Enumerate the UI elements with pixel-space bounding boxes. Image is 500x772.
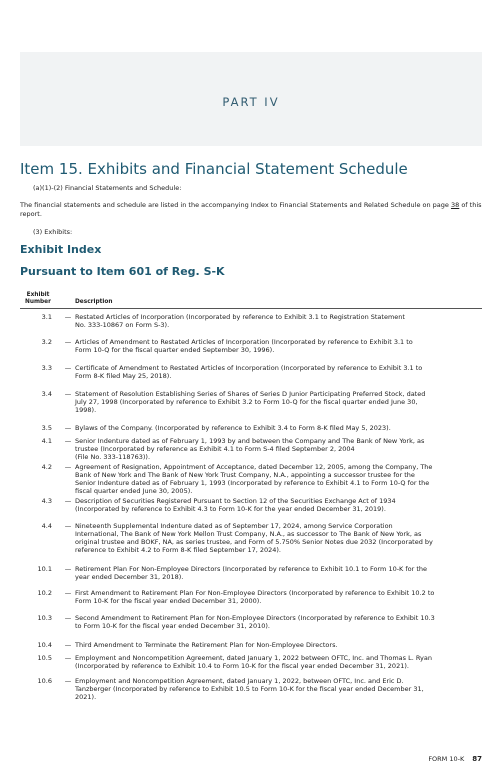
description-line: Form 8-K filed May 25, 2018). (75, 372, 172, 380)
description-line: Agreement of Resignation, Appointment of Acceptance, dated December 12, 2005, among the Company, The (75, 463, 433, 471)
footer-page-number: 87 (472, 755, 482, 763)
description-line: Statement of Resolution Establishing Series of Shares of Series D Junior Participating Preferred Stock, dated (75, 390, 426, 398)
exhibit-number: 10.3 (37, 614, 52, 622)
financial-statements-paragraph (20, 201, 482, 219)
row-dash: — (64, 437, 72, 445)
exhibit-number: 3.1 (41, 313, 52, 321)
exhibit-description (75, 463, 480, 495)
exhibit-description (75, 614, 480, 630)
exhibit-description (75, 497, 480, 513)
description-line: 1998). (75, 406, 97, 414)
row-dash: — (64, 497, 72, 505)
row-dash: — (64, 641, 72, 649)
exhibit-number: 10.4 (37, 641, 52, 649)
row-dash: — (64, 338, 72, 346)
description-line: original trustee and BOKF, NA, as series trustee, and Form of 5.750% Senior Notes due 2032 (Incorporated by (75, 538, 433, 546)
description-line: fiscal quarter ended June 30, 2005). (75, 487, 193, 495)
column-header-number-line1: Exhibit (26, 292, 50, 298)
description-line: (Incorporated by reference to Exhibit 4.3 to Form 10-K for the year ended December 31, 2019). (75, 505, 386, 513)
description-line: Retirement Plan For Non-Employee Directors (Incorporated by reference to Exhibit 10.1 to Form 10-K for the (75, 565, 428, 573)
description-line: Description of Securities Registered Pursuant to Section 12 of the Securities Exchange Act of 1934 (75, 497, 396, 505)
exhibit-description (75, 641, 480, 649)
column-header-exhibit-number (23, 292, 53, 306)
exhibit-number: 10.5 (37, 654, 52, 662)
row-dash: — (64, 614, 72, 622)
description-line: Form 10-K for the fiscal year ended December 31, 2000). (75, 597, 262, 605)
column-header-description: Description (75, 299, 113, 305)
description-line: Second Amendment to Retirement Plan for Non-Employee Directors (Incorporated by reference to Exhibit 10.3 (75, 614, 435, 622)
description-line: (File No. 333-118763)). (75, 453, 151, 461)
row-dash: — (64, 565, 72, 573)
row-dash: — (64, 677, 72, 685)
description-line: Tanzberger (Incorporated by reference to Exhibit 10.5 to Form 10-K for the fiscal year ended December 31, (75, 685, 424, 693)
exhibit-description (75, 338, 480, 354)
exhibit-number: 4.3 (41, 497, 52, 505)
description-line: Certificate of Amendment to Restated Articles of Incorporation (Incorporated by reference to Exhibit 3.1 to (75, 364, 423, 372)
exhibit-index-heading: Exhibit Index (20, 243, 102, 256)
row-dash: — (64, 364, 72, 372)
description-line: Articles of Amendment to Restated Articles of Incorporation (Incorporated by reference to Exhibit 3.1 to (75, 338, 413, 346)
description-line: year ended December 31, 2018). (75, 573, 184, 581)
description-line: No. 333-10867 on Form S-3). (75, 321, 170, 329)
row-dash: — (64, 589, 72, 597)
exhibit-description (75, 390, 480, 414)
part-title: PART IV (222, 95, 280, 109)
footer-form-label: FORM 10-K (428, 755, 465, 763)
header-rule (20, 308, 482, 309)
description-line: Senior Indenture dated as of February 1, 1993 (Incorporated by reference to Exhibit 4.1 to Form 10-Q for the (75, 479, 430, 487)
description-line: 2021). (75, 693, 97, 701)
paragraph-text-before: The financial statements and schedule are listed in the accompanying Index to Financial Statements and Related Schedule on page (20, 201, 451, 209)
exhibit-description (75, 589, 480, 605)
exhibit-number: 4.1 (41, 437, 52, 445)
exhibit-number: 10.1 (37, 565, 52, 573)
exhibit-description (75, 313, 480, 329)
item-title: Item 15. Exhibits and Financial Statement Schedule (20, 160, 408, 178)
description-line: Third Amendment to Terminate the Retirement Plan for Non-Employee Directors. (75, 641, 338, 649)
description-line: reference to Exhibit 4.2 to Form 8-K filed September 17, 2024). (75, 546, 281, 554)
description-line: Form 10-Q for the fiscal quarter ended September 30, 1996). (75, 346, 275, 354)
description-line: Bank of New York and The Bank of New York Trust Company, N.A., appointing a successor trustee for the (75, 471, 415, 479)
column-header-number-line2: Number (25, 299, 51, 305)
exhibit-number: 3.3 (41, 364, 52, 372)
description-line: Senior Indenture dated as of February 1, 1993 by and between the Company and The Bank of New York, as (75, 437, 425, 445)
description-line: July 27, 1998 (Incorporated by reference to Exhibit 3.2 to Form 10-Q for the fiscal quarter ended June 30, (75, 398, 418, 406)
exhibit-number: 10.6 (37, 677, 52, 685)
part-banner (20, 52, 482, 146)
financial-statements-subheading: (a)(1)-(2) Financial Statements and Schedule: (33, 184, 182, 192)
description-line: International, The Bank of New York Mellon Trust Company, N.A., as successor to The Bank of New York, as (75, 530, 422, 538)
exhibit-number: 4.2 (41, 463, 52, 471)
exhibit-description (75, 424, 480, 432)
exhibit-description (75, 654, 480, 670)
row-dash: — (64, 463, 72, 471)
description-line: Nineteenth Supplemental Indenture dated as of September 17, 2024, among Service Corporation (75, 522, 393, 530)
exhibits-subheading: (3) Exhibits: (33, 228, 73, 236)
exhibit-description (75, 677, 480, 701)
description-line: Restated Articles of Incorporation (Incorporated by reference to Exhibit 3.1 to Registration Statement (75, 313, 405, 321)
description-line: First Amendment to Retirement Plan For Non-Employee Directors (Incorporated by reference to Exhibit 10.2 to (75, 589, 435, 597)
exhibit-description (75, 364, 480, 380)
row-dash: — (64, 424, 72, 432)
description-line: Employment and Noncompetition Agreement, dated January 1, 2022 between OFTC, Inc. and Thomas L. Ryan (75, 654, 432, 662)
exhibit-number: 3.2 (41, 338, 52, 346)
description-line: to Form 10-K for the fiscal year ended December 31, 2010). (75, 622, 270, 630)
description-line: (Incorporated by reference to Exhibit 10.4 to Form 10-K for the fiscal year ended December 31, 2021). (75, 662, 409, 670)
description-line: Bylaws of the Company. (Incorporated by reference to Exhibit 3.4 to Form 8-K filed May 5, 2023). (75, 424, 391, 432)
row-dash: — (64, 654, 72, 662)
paragraph-text-after: of this report. (20, 201, 482, 218)
exhibit-number: 3.5 (41, 424, 52, 432)
exhibit-description (75, 565, 480, 581)
exhibit-number: 4.4 (41, 522, 52, 530)
exhibit-description (75, 437, 480, 461)
exhibit-number: 3.4 (41, 390, 52, 398)
row-dash: — (64, 313, 72, 321)
row-dash: — (64, 390, 72, 398)
exhibit-number: 10.2 (37, 589, 52, 597)
page-footer (428, 755, 482, 763)
page-38-link[interactable]: 38 (450, 201, 460, 209)
description-line: trustee (Incorporated by reference as Exhibit 4.1 to Form S-4 filed September 2, 2004 (75, 445, 355, 453)
description-line: Employment and Noncompetition Agreement, dated January 1, 2022, between OFTC, Inc. and Eric D. (75, 677, 404, 685)
exhibit-description (75, 522, 480, 554)
row-dash: — (64, 522, 72, 530)
pursuant-heading: Pursuant to Item 601 of Reg. S-K (20, 265, 225, 278)
